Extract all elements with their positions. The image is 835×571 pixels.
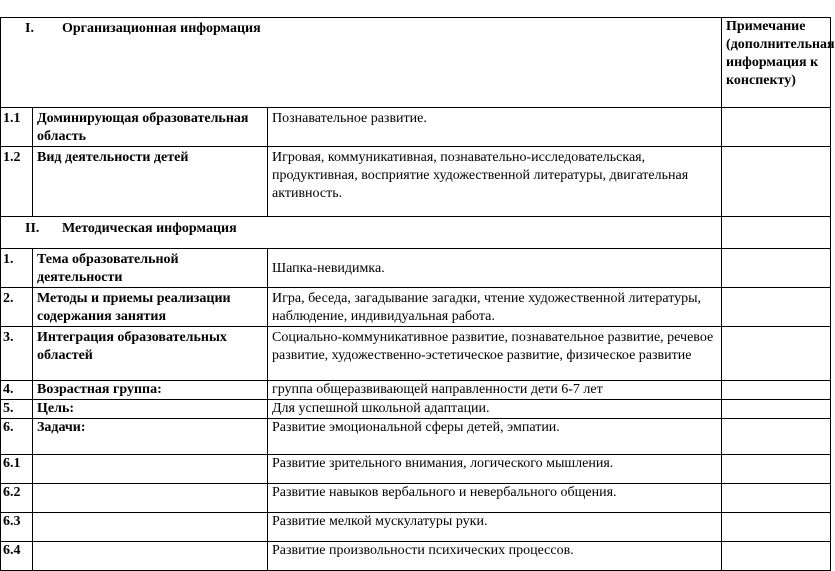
lesson-plan-table (0, 17, 835, 571)
section1-title: Организационная информация (62, 21, 261, 36)
section2-header (1, 217, 722, 249)
row-label (33, 542, 268, 571)
row-value: Игровая, коммуникативная, познавательно-исследовательская, продуктивная, восприятие художественной литературы, двигательная активность. (268, 147, 722, 217)
row-note (722, 542, 831, 571)
section2-number: II. (25, 221, 40, 236)
row-number: 6.3 (1, 513, 33, 542)
section2-title: Методическая информация (62, 221, 237, 236)
row-label (33, 455, 268, 484)
row-number: 6.1 (1, 455, 33, 484)
row-number: 6. (1, 419, 33, 455)
table-row (1, 147, 831, 217)
row-value: Развитие мелкой мускулатуры руки. (268, 513, 722, 542)
table-row (1, 455, 831, 484)
row-note (722, 513, 831, 542)
row-label (33, 513, 268, 542)
table-row (1, 542, 831, 571)
row-note (722, 400, 831, 419)
row-number: 5. (1, 400, 33, 419)
row-note (722, 419, 831, 455)
row-number: 6.2 (1, 484, 33, 513)
row-label: Цель: (33, 400, 268, 419)
table-row (1, 108, 831, 147)
row-value: Шапка-невидимка. (268, 249, 722, 288)
row-number: 1.2 (1, 147, 33, 217)
table-row (1, 400, 831, 419)
note-header: Примечание (дополнительная информация к конспекту) (722, 18, 831, 108)
row-label: Интеграция образовательных областей (33, 327, 268, 381)
row-label: Возрастная группа: (33, 381, 268, 400)
section1-header (1, 18, 722, 108)
row-note (722, 455, 831, 484)
table-row (1, 513, 831, 542)
table-row (1, 288, 831, 327)
row-label: Задачи: (33, 419, 268, 455)
row-note (722, 327, 831, 381)
row-value: Развитие эмоциональной сферы детей, эмпатии. (268, 419, 722, 455)
row-note (722, 381, 831, 400)
row-label: Тема образовательной деятельности (33, 249, 268, 288)
row-number: 6.4 (1, 542, 33, 571)
row-value: Игра, беседа, загадывание загадки, чтение художественной литературы, наблюдение, индивидуальная работа. (268, 288, 722, 327)
row-number: 4. (1, 381, 33, 400)
row-note (722, 108, 831, 147)
table-row (1, 327, 831, 381)
row-value: Развитие навыков вербального и невербального общения. (268, 484, 722, 513)
row-number: 3. (1, 327, 33, 381)
row-label (33, 484, 268, 513)
row-label: Вид деятельности детей (33, 147, 268, 217)
row-value: Развитие произвольности психических процессов. (268, 542, 722, 571)
section2-header-row (1, 217, 831, 249)
row-note (722, 147, 831, 217)
row-value: группа общеразвивающей направленности дети 6-7 лет (268, 381, 722, 400)
section1-number: I. (25, 21, 34, 36)
row-number: 1. (1, 249, 33, 288)
row-value: Познавательное развитие. (268, 108, 722, 147)
section1-header-row (1, 18, 831, 108)
row-note (722, 249, 831, 288)
row-value: Социально-коммуникативное развитие, познавательное развитие, речевое развитие, художественно-эстетическое развитие, физическое развитие (268, 327, 722, 381)
row-number: 1.1 (1, 108, 33, 147)
table-row (1, 419, 831, 455)
table-row (1, 381, 831, 400)
row-label: Методы и приемы реализации содержания занятия (33, 288, 268, 327)
row-note (722, 217, 831, 249)
table-row (1, 249, 831, 288)
row-note (722, 288, 831, 327)
row-value: Развитие зрительного внимания, логического мышления. (268, 455, 722, 484)
row-number: 2. (1, 288, 33, 327)
table-row (1, 484, 831, 513)
row-note (722, 484, 831, 513)
row-value: Для успешной школьной адаптации. (268, 400, 722, 419)
row-label: Доминирующая образовательная область (33, 108, 268, 147)
